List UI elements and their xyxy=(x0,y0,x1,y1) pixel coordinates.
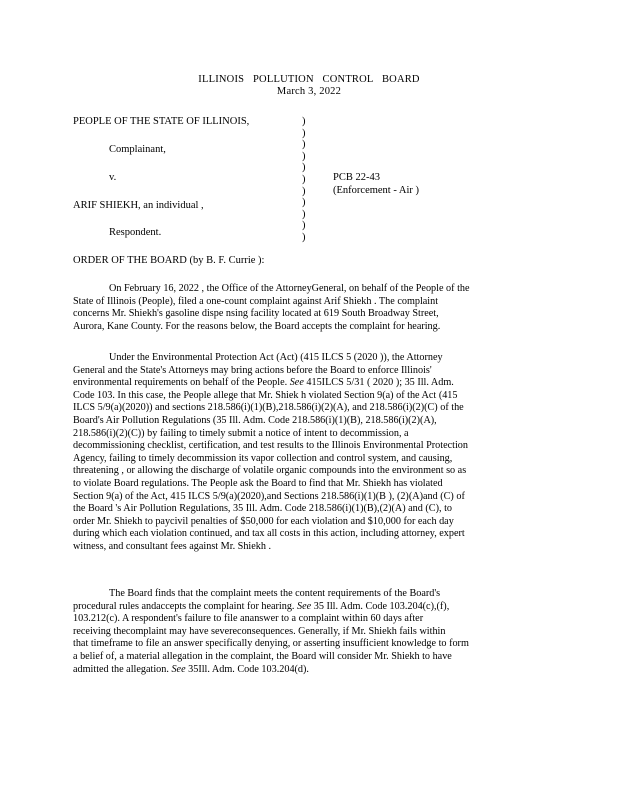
text-line: concerns Mr. Shiekh's gasoline dispe nsing facility located at 619 South Broadway Street, xyxy=(73,308,439,320)
paragraph-answer-deadline xyxy=(73,588,533,676)
text-line: the Board 's Air Pollution Regulations, 35 Ill. Adm. Code 218.586(i)(1)(B),(2)(A) and (C), to xyxy=(73,503,453,515)
citation-signal: See xyxy=(289,377,307,389)
case-number: PCB 22-43 xyxy=(333,172,380,183)
text-line: to violate Board regulations. The People ask the Board to find that Mr. Shiekh has violated xyxy=(73,477,443,489)
text-line: admitted the allegation. See 35Ill. Adm. Code 103.204(d). xyxy=(73,663,309,675)
paren: ) xyxy=(302,197,306,209)
text-line: that timeframe to file an answer specifically denying, or asserting insufficient knowledge to form xyxy=(73,638,469,650)
paren: ) xyxy=(302,150,306,162)
text-line: witness, and consultant fees against Mr. Shiekh . xyxy=(73,540,272,552)
complainant-label: Complainant, xyxy=(109,144,166,155)
paren: ) xyxy=(302,162,306,174)
text-line: procedural rules andaccepts the complaint for hearing. See 35 Ill. Adm. Code 103.204(c),(f), xyxy=(73,600,450,612)
text-line: 218.586(i)(2)(C)) by failing to timely submit a notice of intent to decommission, a xyxy=(73,427,409,439)
paragraph-intro xyxy=(73,283,533,333)
versus-label: v. xyxy=(109,172,117,183)
caption-parentheses xyxy=(302,116,306,244)
text-line: decommissioning checklist, certification, and test results to the Illinois Environmental Protection xyxy=(73,440,468,452)
text-line: a belief of, a material allegation in the complaint, the Board will consider Mr. Shiekh to have xyxy=(73,650,452,662)
text-line: order Mr. Shiekh to paycivil penalties of $50,000 for each violation and $10,000 for each day xyxy=(73,515,454,527)
paren: ) xyxy=(302,116,306,127)
paren: ) xyxy=(302,185,306,197)
text-line: 103.212(c). A respondent's failure to file ananswer to a complaint within 60 days after xyxy=(73,613,424,625)
text-line: Section 9(a) of the Act, 415 ILCS 5/9(a)(2020),and Sections 218.586(i)(1)(B ), (2)(A)and (C) of xyxy=(73,490,465,502)
paren: ) xyxy=(302,231,306,243)
respondent-label: Respondent. xyxy=(109,227,162,238)
text-line: Aurora, Kane County. For the reasons below, the Board accepts the complaint for hearing. xyxy=(73,320,441,332)
paren: ) xyxy=(302,208,306,220)
board-title: ILLINOIS POLLUTION CONTROL BOARD xyxy=(198,74,420,85)
plaintiff-name: PEOPLE OF THE STATE OF ILLINOIS, xyxy=(73,116,250,127)
case-type: (Enforcement - Air ) xyxy=(333,185,420,196)
paren: ) xyxy=(302,127,306,139)
text-line: ILCS 5/9(a)(2020)) and sections 218.586(i)(1)(B),218.586(i)(2)(A), and 218.586(i)(2)(C) of the xyxy=(73,402,464,414)
order-heading: ORDER OF THE BOARD (by B. F. Currie ): xyxy=(73,255,265,266)
text-line: State of Illinois (People), filed a one-count complaint against Arif Shiekh . The complaint xyxy=(73,295,439,307)
text-line: General and the State's Attorneys may bring actions before the Board to enforce Illinois' xyxy=(73,364,432,376)
citation-signal: See xyxy=(171,663,189,675)
paren: ) xyxy=(302,220,306,232)
citation-signal: See xyxy=(297,600,314,612)
paren: ) xyxy=(302,139,306,151)
paren: ) xyxy=(302,173,306,185)
defendant-name: ARIF SHIEKH, an individual , xyxy=(73,200,204,211)
text-line: Code 103. In this case, the People allege that Mr. Shiek h violated Section 9(a) of the Act (415 xyxy=(73,389,458,401)
text-line: Under the Environmental Protection Act (Act) (415 ILCS 5 (2020 )), the Attorney xyxy=(109,352,443,363)
text-line: Board's Air Pollution Regulations (35 Ill. Adm. Code 218.586(i)(1)(B), 218.586(i)(2)(A), xyxy=(73,414,437,426)
text-line: receiving thecomplaint may have severeconsequences. Generally, if Mr. Shiekh fails within xyxy=(73,625,446,637)
order-date: March 3, 2022 xyxy=(276,86,342,97)
text-line: The Board finds that the complaint meets the content requirements of the Board's xyxy=(109,588,441,599)
text-line: during which each violation continued, and tax all costs in this action, including attorney, expert xyxy=(73,528,465,540)
paragraph-allegations xyxy=(73,352,533,554)
text-line: environmental requirements on behalf of the People. See 415ILCS 5/31 ( 2020 ); 35 Ill. Adm. xyxy=(73,377,454,389)
text-line: threatening , or allowing the discharge of volatile organic compounds into the environment so as xyxy=(73,465,467,477)
text-line: On February 16, 2022 , the Office of the AttorneyGeneral, on behalf of the People of the xyxy=(109,283,470,294)
text-line: Agency, failing to timely decommission its vapor collection and control system, and causing, xyxy=(73,452,453,464)
